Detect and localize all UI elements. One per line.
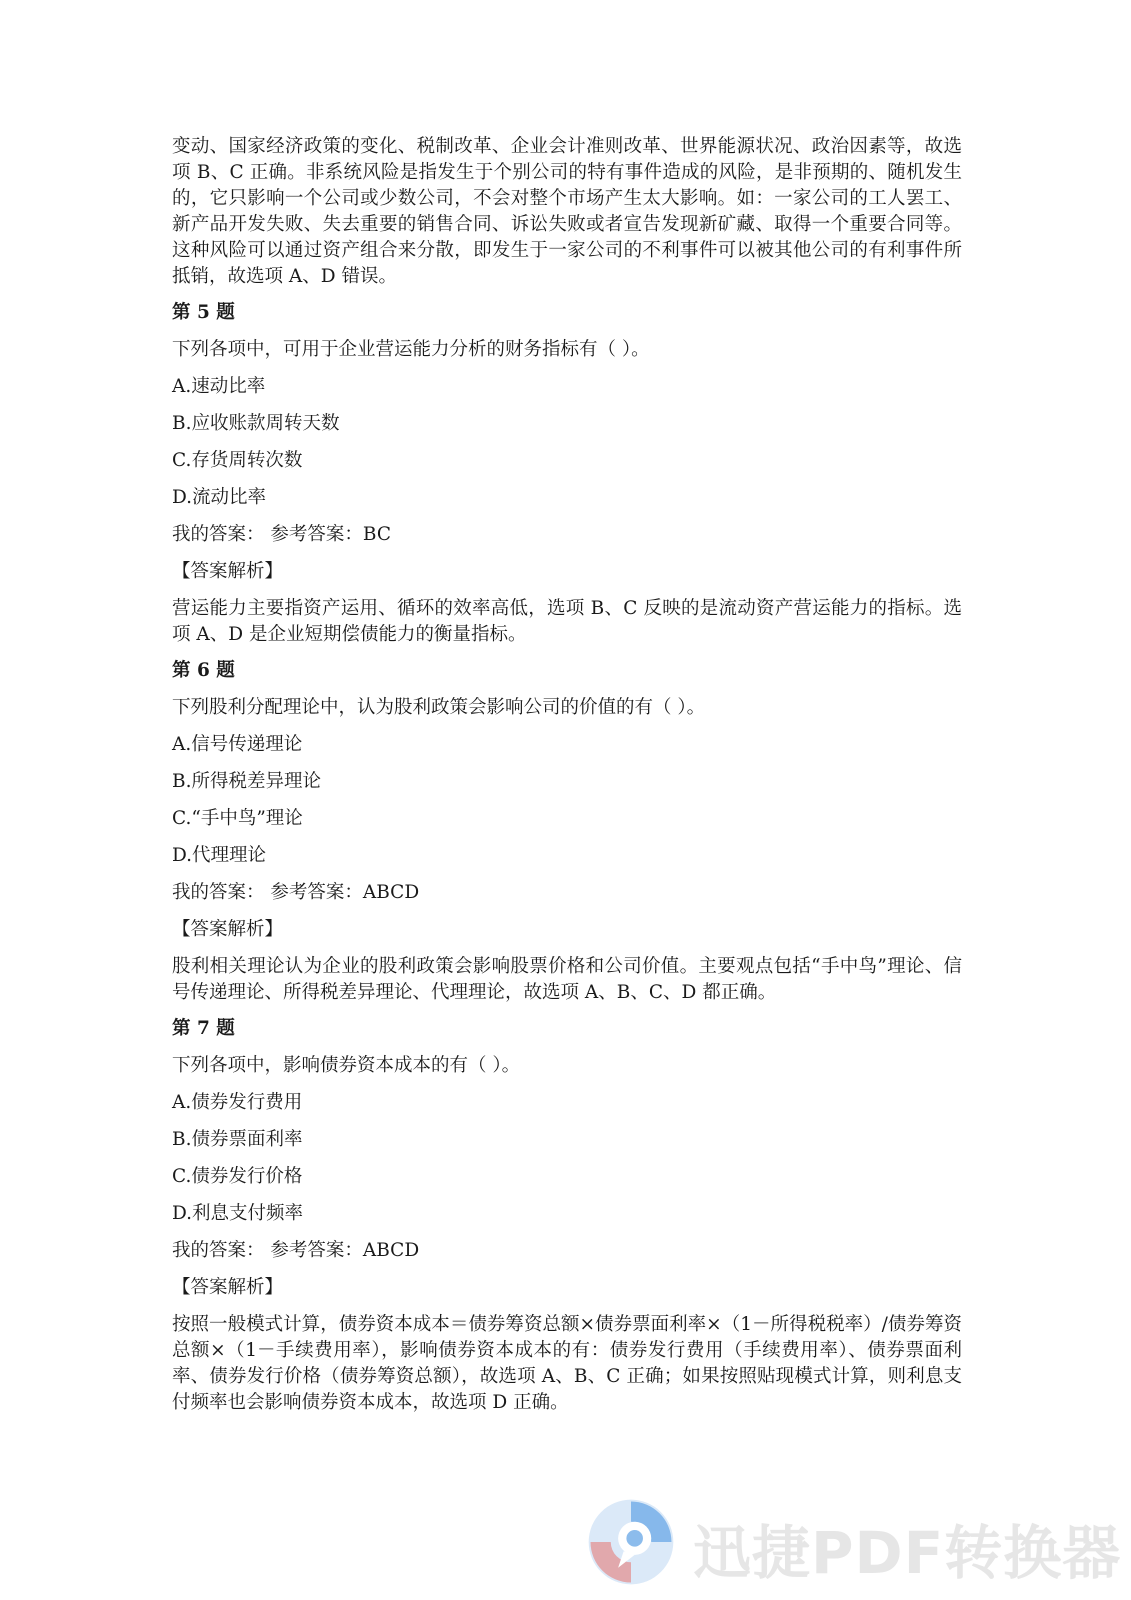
- option-d: D.流动比率: [172, 487, 267, 508]
- analysis-label: 【答案解析】: [172, 561, 284, 582]
- answer-line: 我的答案： 参考答案：ABCD: [172, 882, 420, 903]
- option-a: A.信号传递理论: [172, 734, 303, 755]
- xunjie-pdf-logo-icon: [585, 1496, 677, 1588]
- question-block-5: [172, 300, 962, 648]
- watermark-text: 迅捷PDF转换器: [693, 1519, 1122, 1587]
- analysis-text: 营运能力主要指资产运用、循环的效率高低，选项 B、C 反映的是流动资产营运能力的指标。选项 A、D 是企业短期偿债能力的衡量指标。: [172, 598, 962, 645]
- option-b: B.债券票面利率: [172, 1129, 303, 1150]
- option-c: C.“手中鸟”理论: [172, 808, 303, 829]
- question-stem: 下列各项中，可用于企业营运能力分析的财务指标有（ ）。: [172, 339, 650, 360]
- question-stem: 下列股利分配理论中，认为股利政策会影响公司的价值的有（ ）。: [172, 697, 706, 718]
- question-stem: 下列各项中，影响债券资本成本的有（ ）。: [172, 1055, 521, 1076]
- option-b: B.应收账款周转天数: [172, 413, 340, 434]
- option-c: C.债券发行价格: [172, 1166, 303, 1187]
- intro-paragraph: 变动、国家经济政策的变化、税制改革、企业会计准则改革、世界能源状况、政治因素等，故选项 B、C 正确。非系统风险是指发生于个别公司的特有事件造成的风险，是非预期的、随机发生的，它只影响一个公司或少数公司，不会对整个市场产生太大影响。如：一家公司的工人罢工、新产品开发失败、失去重要的销售合同、诉讼失败或者宣告发现新矿藏、取得一个重要合同等。这种风险可以通过资产组合来分散，即发生于一家公司的不利事件可以被其他公司的有利事件所抵销，故选项 A、D 错误。: [172, 136, 962, 287]
- question-block-7: [172, 1016, 962, 1416]
- question-title: 第 7 题: [172, 1018, 235, 1039]
- option-d: D.利息支付频率: [172, 1203, 304, 1224]
- analysis-label: 【答案解析】: [172, 919, 284, 940]
- answer-line: 我的答案： 参考答案：BC: [172, 524, 391, 545]
- question-title: 第 6 题: [172, 660, 235, 681]
- analysis-text: 股利相关理论认为企业的股利政策会影响股票价格和公司价值。主要观点包括“手中鸟”理论、信号传递理论、所得税差异理论、代理理论，故选项 A、B、C、D 都正确。: [172, 956, 962, 1003]
- option-c: C.存货周转次数: [172, 450, 303, 471]
- analysis-text: 按照一般模式计算，债券资本成本＝债券筹资总额×债券票面利率×（1－所得税税率）/债券筹资总额×（1－手续费用率），影响债券资本成本的有：债券发行费用（手续费用率）、债券票面利率、债券发行价格（债券筹资总额），故选项 A、B、C 正确；如果按照贴现模式计算，则利息支付频率也会影响债券资本成本，故选项 D 正确。: [172, 1314, 962, 1413]
- analysis-label: 【答案解析】: [172, 1277, 284, 1298]
- question-block-6: [172, 658, 962, 1006]
- option-a: A.债券发行费用: [172, 1092, 303, 1113]
- question-title: 第 5 题: [172, 302, 235, 323]
- option-a: A.速动比率: [172, 376, 266, 397]
- answer-line: 我的答案： 参考答案：ABCD: [172, 1240, 420, 1261]
- option-d: D.代理理论: [172, 845, 267, 866]
- option-b: B.所得税差异理论: [172, 771, 321, 792]
- watermark: [585, 1496, 1122, 1587]
- document-page: [172, 134, 962, 1416]
